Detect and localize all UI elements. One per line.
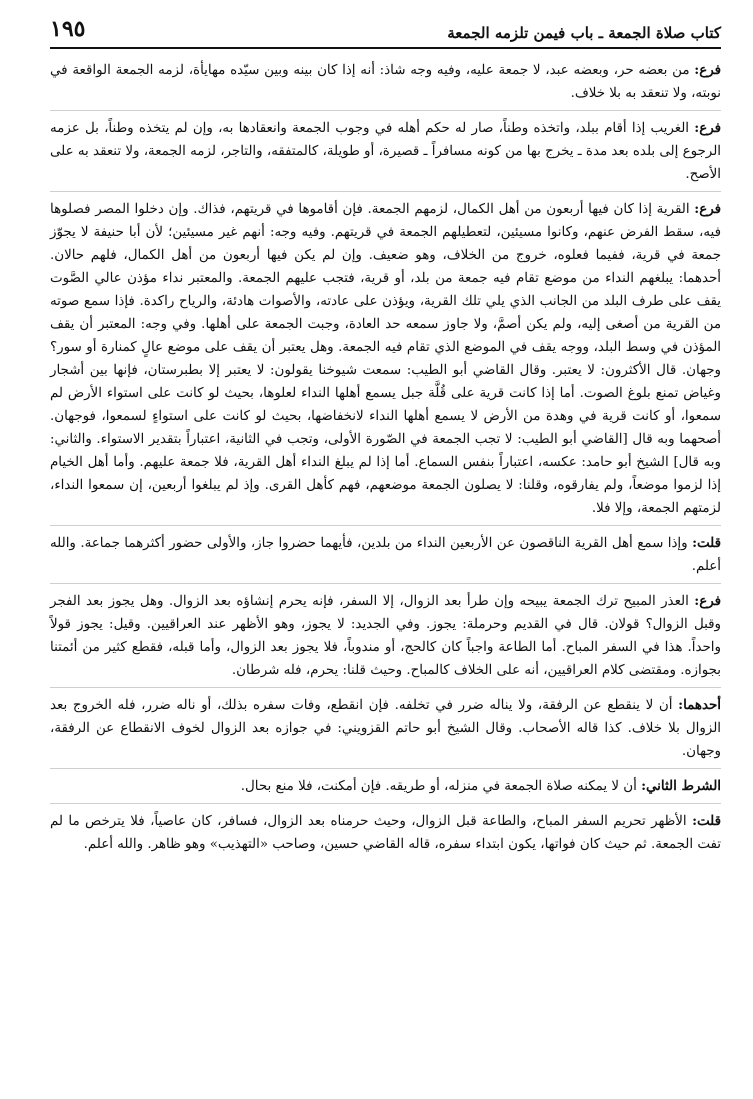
paragraph-text: أن لا يمكنه صلاة الجمعة في منزله، أو طريقه. فإن أمكنت، فلا منع بحال. <box>240 779 642 794</box>
divider <box>50 110 721 111</box>
paragraph-text: أن لا ينقطع عن الرفقة، ولا يناله ضرر في تخلفه. فإن انقطع، وفات سفره بذلك، أو ناله ضرر، فله الخروج بعد الزوال بلا خلاف. كذا قاله الأصحاب. وقال الشيخ أبو حاتم القزويني: في جوازه بعد الزوال لخوف الانقطاع عن الرفقة، وجهان. <box>50 698 721 759</box>
paragraph <box>50 694 721 763</box>
paragraph <box>50 810 721 856</box>
paragraph-label: فرع: <box>694 593 721 609</box>
divider <box>50 525 721 526</box>
paragraph-label: فرع: <box>694 62 721 78</box>
paragraph-label: فرع: <box>694 120 721 136</box>
paragraph-text: الغريب إذا أقام ببلد، واتخذه وطناً، صار له حكم أهله في وجوب الجمعة وانعقادها به، وإن لم يتخذه وطناً، بل عزمه الرجوع إلى بلده بعد مدة ـ يخرج بها من كونه مسافراً ـ قصيرة، أو طويلة، كالمتفقه، والتاجر، لزمه الجمعة، ولا تنعقد به على الأصح. <box>50 121 721 182</box>
divider <box>50 768 721 769</box>
paragraph-label: أحدهما: <box>678 697 721 713</box>
paragraph-label: قلت: <box>692 535 721 551</box>
paragraph <box>50 198 721 520</box>
paragraph-label: فرع: <box>694 201 721 217</box>
paragraph <box>50 117 721 186</box>
paragraph-text: الأظهر تحريم السفر المباح، والطاعة قبل الزوال، وحيث حرمناه بعد الزوال، فسافر، كان عاصياً، فلا يترخص ما لم تفت الجمعة. ثم حيث كان فواتها، يكون ابتداء سفره، قاله القاضي حسين، وصاحب «التهذيب» وهو ظاهر. والله أعلم. <box>50 814 721 852</box>
paragraph-text: العذر المبيح ترك الجمعة يبيحه وإن طرأ بعد الزوال، إلا السفر، فإنه يحرم إنشاؤه بعد الزوال. وهل يجوز بعد الفجر وقبل الزوال؟ قولان. قال في القديم وحرملة: يجوز. وفي الجديد: لا يجوز، وهو الأظهر عند العراقيين. وقيل: يجوز قولاً واحداً. هذا في السفر المباح. أما الطاعة واجباً كان كالحج، أو مندوباً، فلا يجوز بعد الزوال، وأما قبله، فقطع كثير من أئمتنا بجوازه. ومقتضى كلام العراقيين، أنه على الخلاف كالمباح. وحيث قلنا: يحرم، فله شرطان. <box>50 594 721 678</box>
paragraph <box>50 59 721 105</box>
page-body <box>50 59 721 856</box>
paragraph-text: القرية إذا كان فيها أربعون من أهل الكمال، لزمهم الجمعة. فإن أقاموها في قريتهم، فذاك. وإن دخلوا المصر فصلوها فيه، سقط الفرض عنهم، وكانوا مسيئين، لتعطيلهم الجمعة في قريتهم. وفيه وجه: أنهم غير مسيئين؛ لأن أبا حنيفة لا يجوّز جمعة في قرية، ففيما فعلوه، خروج من الخلاف، وهو ضعيف. وإن لم يكن فيها أربعون من أهل الكمال، فلهم حالان. أحدهما: يبلغهم النداء من موضع تقام فيه جمعة من بلد، أو قرية، فتجب عليهم الجمعة. والمعتبر نداء مؤذن عالي الصَّوت يقف على طرف البلد من الجانب الذي يلي تلك القرية، ويؤذن على عادته، والأصوات هادئة، والرياح راكدة. فإذا سمع صوته من القرية من أصغى إليه، ولم يكن أصمَّ، ولا جاوز سمعه حد العادة، وجبت الجمعة على أهلها. وفي وجه: المعتبر أن يقف المؤذن في وسط البلد، ووجه يقف في الموضع الذي تقام فيه الجمعة. وهل يعتبر أن يقف على موضع عالٍ كمنارة أو سور؟ وجهان. قال الأكثرون: لا يعتبر. وقال القاضي أبو الطيب: سمعت شيوخنا يقولون: لا يعتبر إلا بطبرستان، فإنها بين أشجار وغياض تمنع بلوغ الصوت. أما إذا كانت قرية على قُلَّة جبل يسمع أهلها النداء لعلوها، بحيث لو كانت على استواء الأرض لم سمعوا، أو كانت قرية في وهدة من الأرض لا يسمع أهلها النداء لانخفاضها، بحيث لو كانت على استواءٍ لسمعوا، فوجهان. أصحهما وبه قال [القاضي أبو الطيب: لا تجب الجمعة في الصّورة الأولى، وتجب في الثانية، اعتباراً بتقدير الاستواء. والثاني: وبه قال] الشيخ أبو حامد: عكسه، اعتباراً بنفس السماع. أما إذا لم يبلغ النداء أهل القرية، فلا جمعة عليهم. وأما أهل الخيام إذا لزموا موضعاً، ولم يفارقوه، وقلنا: لا يصلون الجمعة موضعهم، فهم كأهل القرى. وإذ لم يبلغوا أربعين، إن سمعوا النداء، لزمتهم الجمعة، وإلا فلا. <box>50 202 721 516</box>
paragraph-text: وإذا سمع أهل القرية الناقصون عن الأربعين النداء من بلدين، فأيهما حضروا جاز، والأولى حضور أكثرهما جماعة. والله أعلم. <box>50 536 721 574</box>
paragraph <box>50 590 721 682</box>
running-title: كتاب صلاة الجمعة ـ باب فيمن تلزمه الجمعة <box>447 24 721 42</box>
paragraph <box>50 532 721 578</box>
paragraph <box>50 775 721 798</box>
divider <box>50 687 721 688</box>
page-header <box>50 14 721 49</box>
divider <box>50 803 721 804</box>
paragraph-label: قلت: <box>692 813 721 829</box>
paragraph-label: الشرط الثاني: <box>641 778 721 794</box>
divider <box>50 191 721 192</box>
divider <box>50 583 721 584</box>
page-number: ١٩٥ <box>50 16 86 42</box>
paragraph-text: من بعضه حر، وبعضه عبد، لا جمعة عليه، وفيه وجه شاذ: أنه إذا كان بينه وبين سيّده مهايأة، لزمه الجمعة الواقعة في نوبته، ولا تنعقد به بلا خلاف. <box>50 63 721 101</box>
